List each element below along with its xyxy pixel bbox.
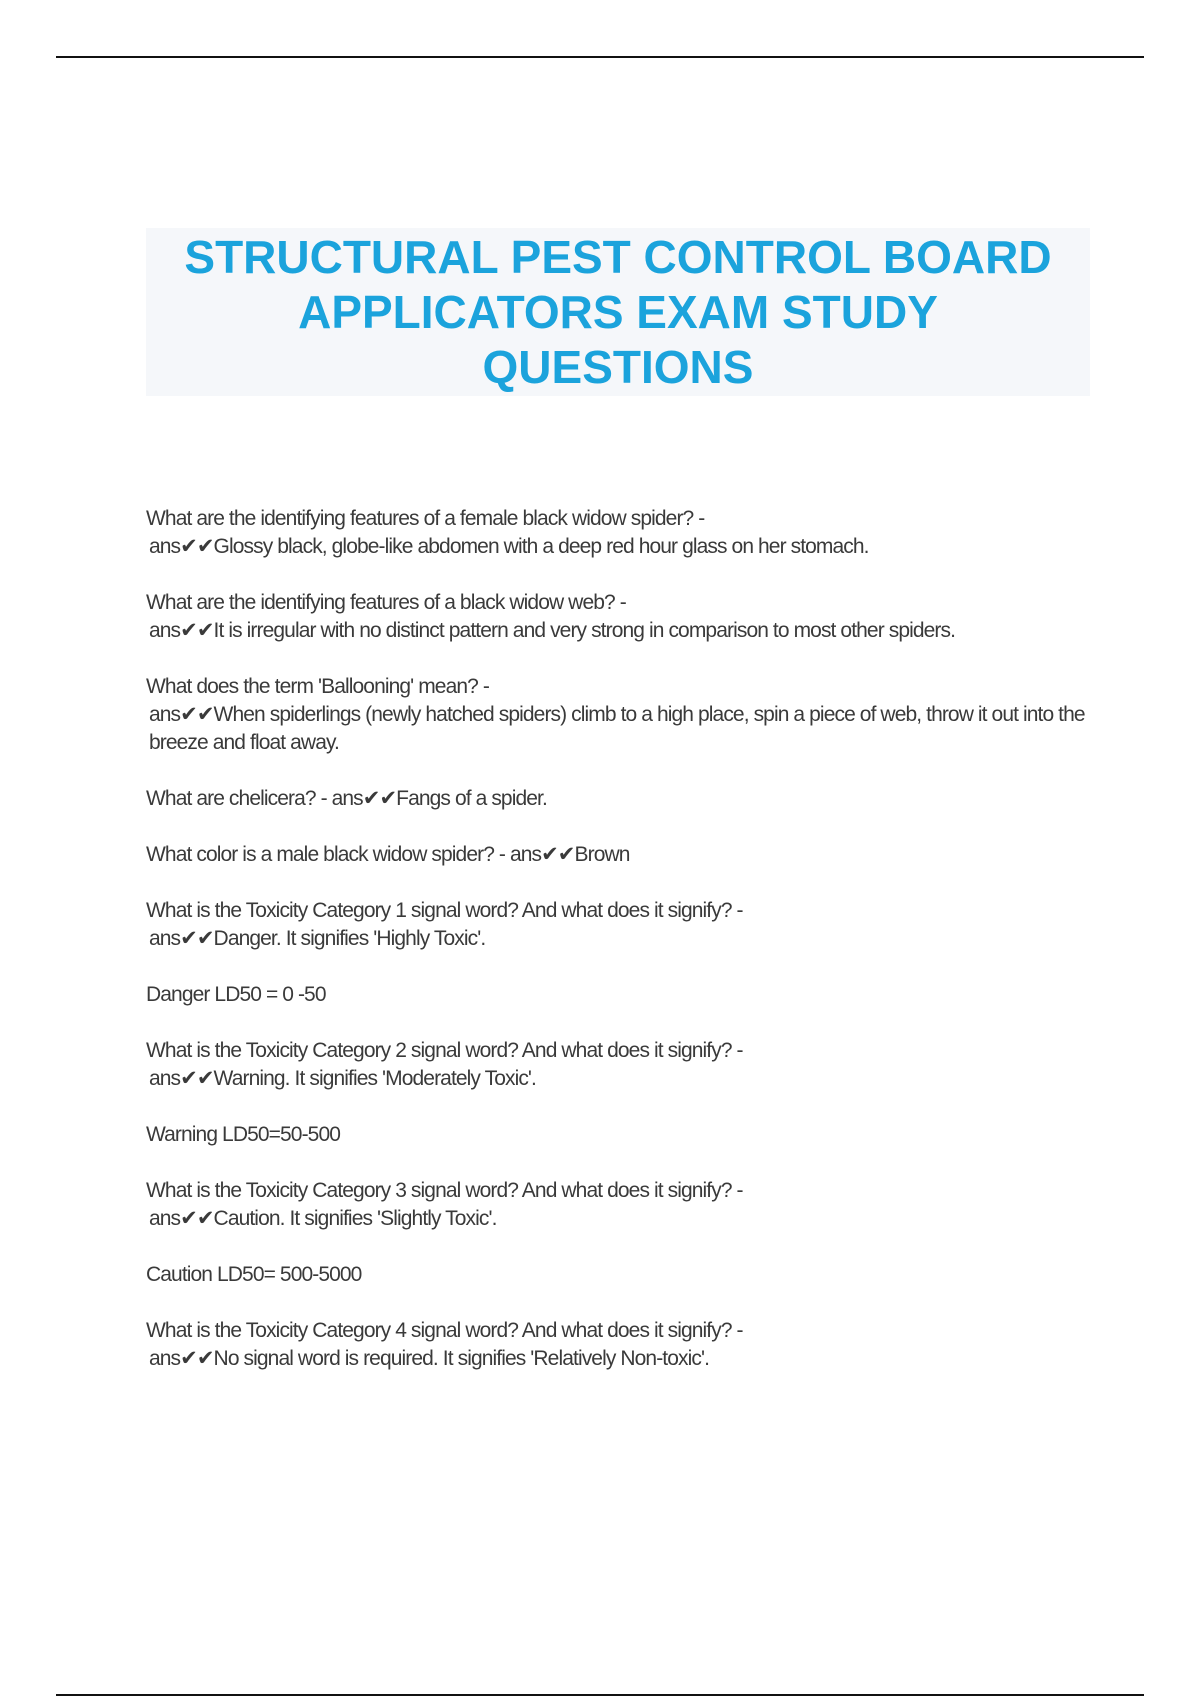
qa-entry xyxy=(146,505,1090,561)
note-entry xyxy=(146,1261,1090,1289)
note-entry xyxy=(146,981,1090,1009)
question-text: What are the identifying features of a female black widow spider? - xyxy=(146,507,705,530)
document-title: STRUCTURAL PEST CONTROL BOARD APPLICATORS EXAM STUDY QUESTIONS xyxy=(184,230,1052,393)
top-rule xyxy=(56,56,1144,58)
question-text: What is the Toxicity Category 1 signal word? And what does it signify? - xyxy=(146,899,743,922)
answer-text: ans✔✔It is irregular with no distinct pattern and very strong in comparison to most other spiders. xyxy=(149,619,956,642)
qa-entry xyxy=(146,589,1090,645)
qa-entry xyxy=(146,1317,1090,1373)
answer-text: ans✔✔Danger. It signifies 'Highly Toxic'. xyxy=(149,927,486,950)
qa-line: What are chelicera? - ans✔✔Fangs of a spider. xyxy=(146,787,547,810)
question-text: What are the identifying features of a black widow web? - xyxy=(146,591,626,614)
question-text: What is the Toxicity Category 4 signal word? And what does it signify? - xyxy=(146,1319,743,1342)
qa-list xyxy=(146,505,1090,1401)
title-banner xyxy=(146,228,1090,396)
answer-text: ans✔✔When spiderlings (newly hatched spiders) climb to a high place, spin a piece of web, throw it out into the breeze and float away. xyxy=(149,703,1085,754)
qa-entry xyxy=(146,785,1090,813)
qa-line: What color is a male black widow spider? - ans✔✔Brown xyxy=(146,843,630,866)
question-text: What is the Toxicity Category 2 signal word? And what does it signify? - xyxy=(146,1039,743,1062)
answer-text: ans✔✔Glossy black, globe-like abdomen with a deep red hour glass on her stomach. xyxy=(149,535,869,558)
bottom-rule xyxy=(56,1694,1144,1696)
ld50-note: Warning LD50=50-500 xyxy=(146,1123,341,1146)
answer-text: ans✔✔No signal word is required. It signifies 'Relatively Non-toxic'. xyxy=(149,1347,710,1370)
qa-entry xyxy=(146,1037,1090,1093)
ld50-note: Danger LD50 = 0 -50 xyxy=(146,983,326,1006)
answer-text: ans✔✔Caution. It signifies 'Slightly Toxic'. xyxy=(149,1207,497,1230)
note-entry xyxy=(146,1121,1090,1149)
qa-entry xyxy=(146,897,1090,953)
answer-text: ans✔✔Warning. It signifies 'Moderately Toxic'. xyxy=(149,1067,536,1090)
question-text: What is the Toxicity Category 3 signal word? And what does it signify? - xyxy=(146,1179,743,1202)
qa-entry xyxy=(146,673,1090,757)
qa-entry xyxy=(146,1177,1090,1233)
ld50-note: Caution LD50= 500-5000 xyxy=(146,1263,362,1286)
question-text: What does the term 'Ballooning' mean? - xyxy=(146,675,489,698)
qa-entry xyxy=(146,841,1090,869)
